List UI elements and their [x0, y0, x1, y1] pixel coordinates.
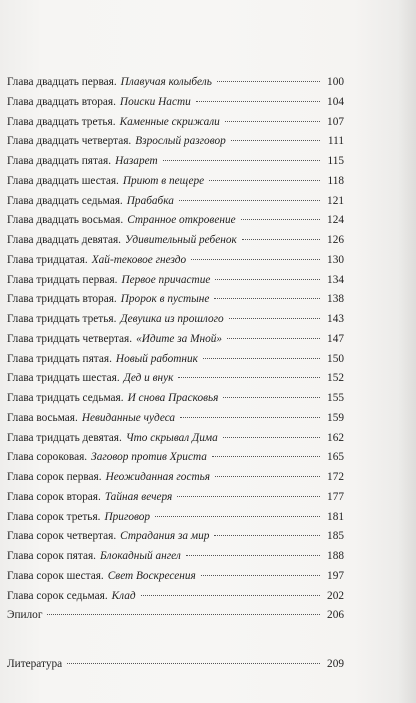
toc-entry [7, 251, 344, 271]
toc-dot-leader [223, 437, 320, 438]
toc-page-number: 172 [327, 471, 344, 483]
toc-dot-leader [177, 496, 320, 497]
toc-chapter-title: Девушка из прошлого [120, 313, 224, 325]
toc-entry [7, 389, 344, 409]
toc-entry [7, 231, 344, 251]
toc-entry [7, 448, 344, 468]
toc-dot-leader [223, 397, 320, 398]
toc-page-number: 155 [327, 392, 344, 404]
toc-entry [7, 547, 344, 567]
toc-entry [7, 655, 344, 675]
toc-dot-leader [203, 358, 320, 359]
toc-chapter-title: Дед и внук [123, 372, 174, 385]
toc-entry [7, 527, 344, 547]
toc-dot-leader [215, 476, 320, 477]
toc-chapter-title: Взрослый разговор [135, 135, 226, 148]
toc-dot-leader [241, 219, 320, 220]
toc-entry [7, 172, 344, 192]
toc-chapter-title: Свет Воскресения [107, 569, 196, 582]
toc-entry [7, 409, 344, 429]
toc-dot-leader [180, 417, 320, 418]
toc-entry [7, 113, 344, 133]
toc-chapter-label: Эпилог [7, 609, 43, 622]
table-of-contents [7, 73, 344, 675]
toc-entry [7, 310, 344, 330]
toc-chapter-title: Прабабка [126, 194, 174, 207]
toc-page-number: 185 [327, 530, 344, 543]
toc-entry [7, 488, 344, 508]
toc-dot-leader [225, 121, 320, 122]
toc-chapter-label: Глава сорок вторая. [7, 490, 101, 503]
toc-page-number: 209 [327, 658, 344, 670]
toc-chapter-title: Приговор [104, 510, 151, 523]
toc-dot-leader [214, 298, 320, 299]
toc-dot-leader [178, 377, 320, 378]
toc-chapter-label: Глава двадцать пятая. [7, 155, 112, 167]
toc-page-number: 159 [327, 411, 344, 424]
toc-chapter-title: Плавучая колыбель [120, 76, 212, 88]
toc-dot-leader [215, 279, 320, 280]
toc-chapter-label: Глава сорок первая. [7, 471, 102, 483]
toc-chapter-title: Поиски Насти [119, 95, 191, 108]
toc-page-number: 188 [327, 550, 344, 562]
toc-chapter-label: Глава сорок третья. [7, 510, 101, 523]
toc-page-number: 138 [327, 293, 344, 306]
toc-entry [7, 587, 344, 607]
toc-chapter-label: Глава тридцать пятая. [7, 352, 112, 365]
toc-entry [7, 508, 344, 528]
toc-dot-leader [47, 614, 320, 615]
toc-entry [7, 132, 344, 152]
toc-page-number: 107 [327, 115, 344, 128]
toc-entry [7, 468, 344, 488]
toc-page-number: 130 [327, 253, 344, 266]
toc-chapter-label: Глава двадцать третья. [7, 115, 116, 128]
toc-page-number: 126 [327, 234, 344, 246]
toc-entry [7, 330, 344, 350]
toc-dot-leader [196, 101, 320, 102]
toc-entry [7, 350, 344, 370]
toc-chapter-title: Пророк в пустыне [120, 293, 210, 306]
toc-page-number: 177 [327, 490, 344, 503]
toc-chapter-label: Глава сорок пятая. [7, 550, 96, 562]
toc-dot-leader [141, 595, 320, 596]
toc-chapter-title: Назарет [115, 155, 158, 167]
toc-dot-leader [67, 663, 320, 664]
toc-chapter-title: Приют в пещере [122, 174, 205, 187]
toc-chapter-title: Хай-тековое гнездо [91, 253, 187, 266]
toc-page-number: 162 [327, 431, 344, 444]
toc-page-number: 124 [327, 214, 344, 227]
toc-dot-leader [212, 456, 320, 457]
toc-page-number: 143 [327, 313, 344, 325]
toc-chapter-label: Глава двадцать шестая. [7, 174, 119, 187]
toc-dot-leader [229, 318, 320, 319]
toc-chapter-label: Глава тридцать седьмая. [7, 392, 124, 404]
toc-chapter-label: Глава тридцать шестая. [7, 372, 120, 385]
toc-page-number: 111 [327, 135, 344, 148]
toc-page-number: 147 [327, 332, 344, 345]
toc-chapter-label: Глава двадцать вторая. [7, 95, 116, 108]
toc-dot-leader [231, 140, 320, 141]
toc-chapter-label: Литература [7, 658, 63, 670]
toc-chapter-label: Глава тридцать первая. [7, 273, 118, 286]
toc-chapter-label: Глава сорок четвертая. [7, 530, 117, 543]
toc-page-number: 100 [327, 76, 344, 88]
toc-chapter-label: Глава восьмая. [7, 411, 78, 424]
toc-chapter-label: Глава тридцать вторая. [7, 293, 117, 306]
toc-chapter-title: Тайная вечеря [104, 490, 173, 503]
toc-chapter-title: Блокадный ангел [99, 550, 181, 562]
toc-dot-leader [155, 516, 320, 517]
toc-chapter-title: Каменные скрижали [119, 115, 220, 128]
toc-page-number: 104 [327, 95, 344, 108]
toc-entry [7, 152, 344, 172]
toc-entry [7, 192, 344, 212]
toc-dot-leader [201, 575, 320, 576]
toc-dot-leader [242, 239, 320, 240]
toc-chapter-title: Невиданные чудеса [81, 411, 176, 424]
toc-entry [7, 606, 344, 626]
toc-chapter-title: Что скрывал Дима [125, 431, 218, 444]
toc-chapter-label: Глава двадцать восьмая. [7, 214, 124, 227]
toc-page-number: 115 [327, 155, 344, 167]
toc-entry [7, 567, 344, 587]
toc-chapter-label: Глава тридцать четвертая. [7, 332, 133, 345]
toc-entry [7, 429, 344, 449]
toc-page-number: 152 [327, 372, 344, 385]
toc-dot-leader [214, 535, 320, 536]
toc-page-number: 202 [327, 589, 344, 602]
toc-chapter-label: Глава тридцатая. [7, 253, 88, 266]
toc-chapter-title: Новый работник [115, 352, 198, 365]
toc-dot-leader [186, 555, 320, 556]
toc-chapter-title: Клад [111, 589, 136, 602]
toc-page-number: 165 [327, 451, 344, 464]
toc-dot-leader [163, 160, 320, 161]
toc-chapter-label: Глава двадцать девятая. [7, 234, 121, 246]
toc-chapter-title: Страдания за мир [120, 530, 210, 543]
toc-dot-leader [217, 81, 320, 82]
toc-entry [7, 211, 344, 231]
toc-page-number: 206 [327, 609, 344, 622]
toc-entry [7, 369, 344, 389]
toc-chapter-title: Странное откровение [127, 214, 236, 227]
toc-dot-leader [209, 180, 320, 181]
toc-page-number: 121 [327, 194, 344, 207]
toc-page-number: 181 [327, 510, 344, 523]
toc-entry [7, 73, 344, 93]
toc-page-number: 197 [327, 569, 344, 582]
toc-dot-leader [179, 200, 320, 201]
toc-chapter-title: Первое причастие [121, 273, 211, 286]
toc-entry [7, 290, 344, 310]
toc-chapter-title: «Идите за Мной» [136, 332, 223, 345]
toc-chapter-label: Глава двадцать четвертая. [7, 135, 132, 148]
toc-entry [7, 93, 344, 113]
toc-chapter-label: Глава сорок шестая. [7, 569, 104, 582]
toc-chapter-title: Неожиданная гостья [105, 471, 211, 483]
toc-page-number: 150 [327, 352, 344, 365]
toc-chapter-label: Глава тридцать третья. [7, 313, 117, 325]
toc-dot-leader [227, 338, 320, 339]
toc-chapter-title: И снова Прасковья [127, 392, 219, 404]
toc-page-number: 134 [327, 273, 344, 286]
toc-chapter-label: Глава двадцать первая. [7, 76, 117, 88]
page-edge-shadow [398, 0, 416, 703]
toc-chapter-label: Глава тридцать девятая. [7, 431, 122, 444]
toc-entry [7, 271, 344, 291]
toc-page-number: 118 [327, 174, 344, 187]
toc-chapter-title: Удивительный ребенок [124, 234, 237, 246]
toc-chapter-label: Глава сорок седьмая. [7, 589, 108, 602]
toc-chapter-label: Глава двадцать седьмая. [7, 194, 123, 207]
toc-chapter-title: Заговор против Христа [91, 451, 207, 464]
toc-chapter-label: Глава сороковая. [7, 451, 88, 464]
toc-dot-leader [191, 259, 320, 260]
toc-section-gap [7, 626, 344, 655]
